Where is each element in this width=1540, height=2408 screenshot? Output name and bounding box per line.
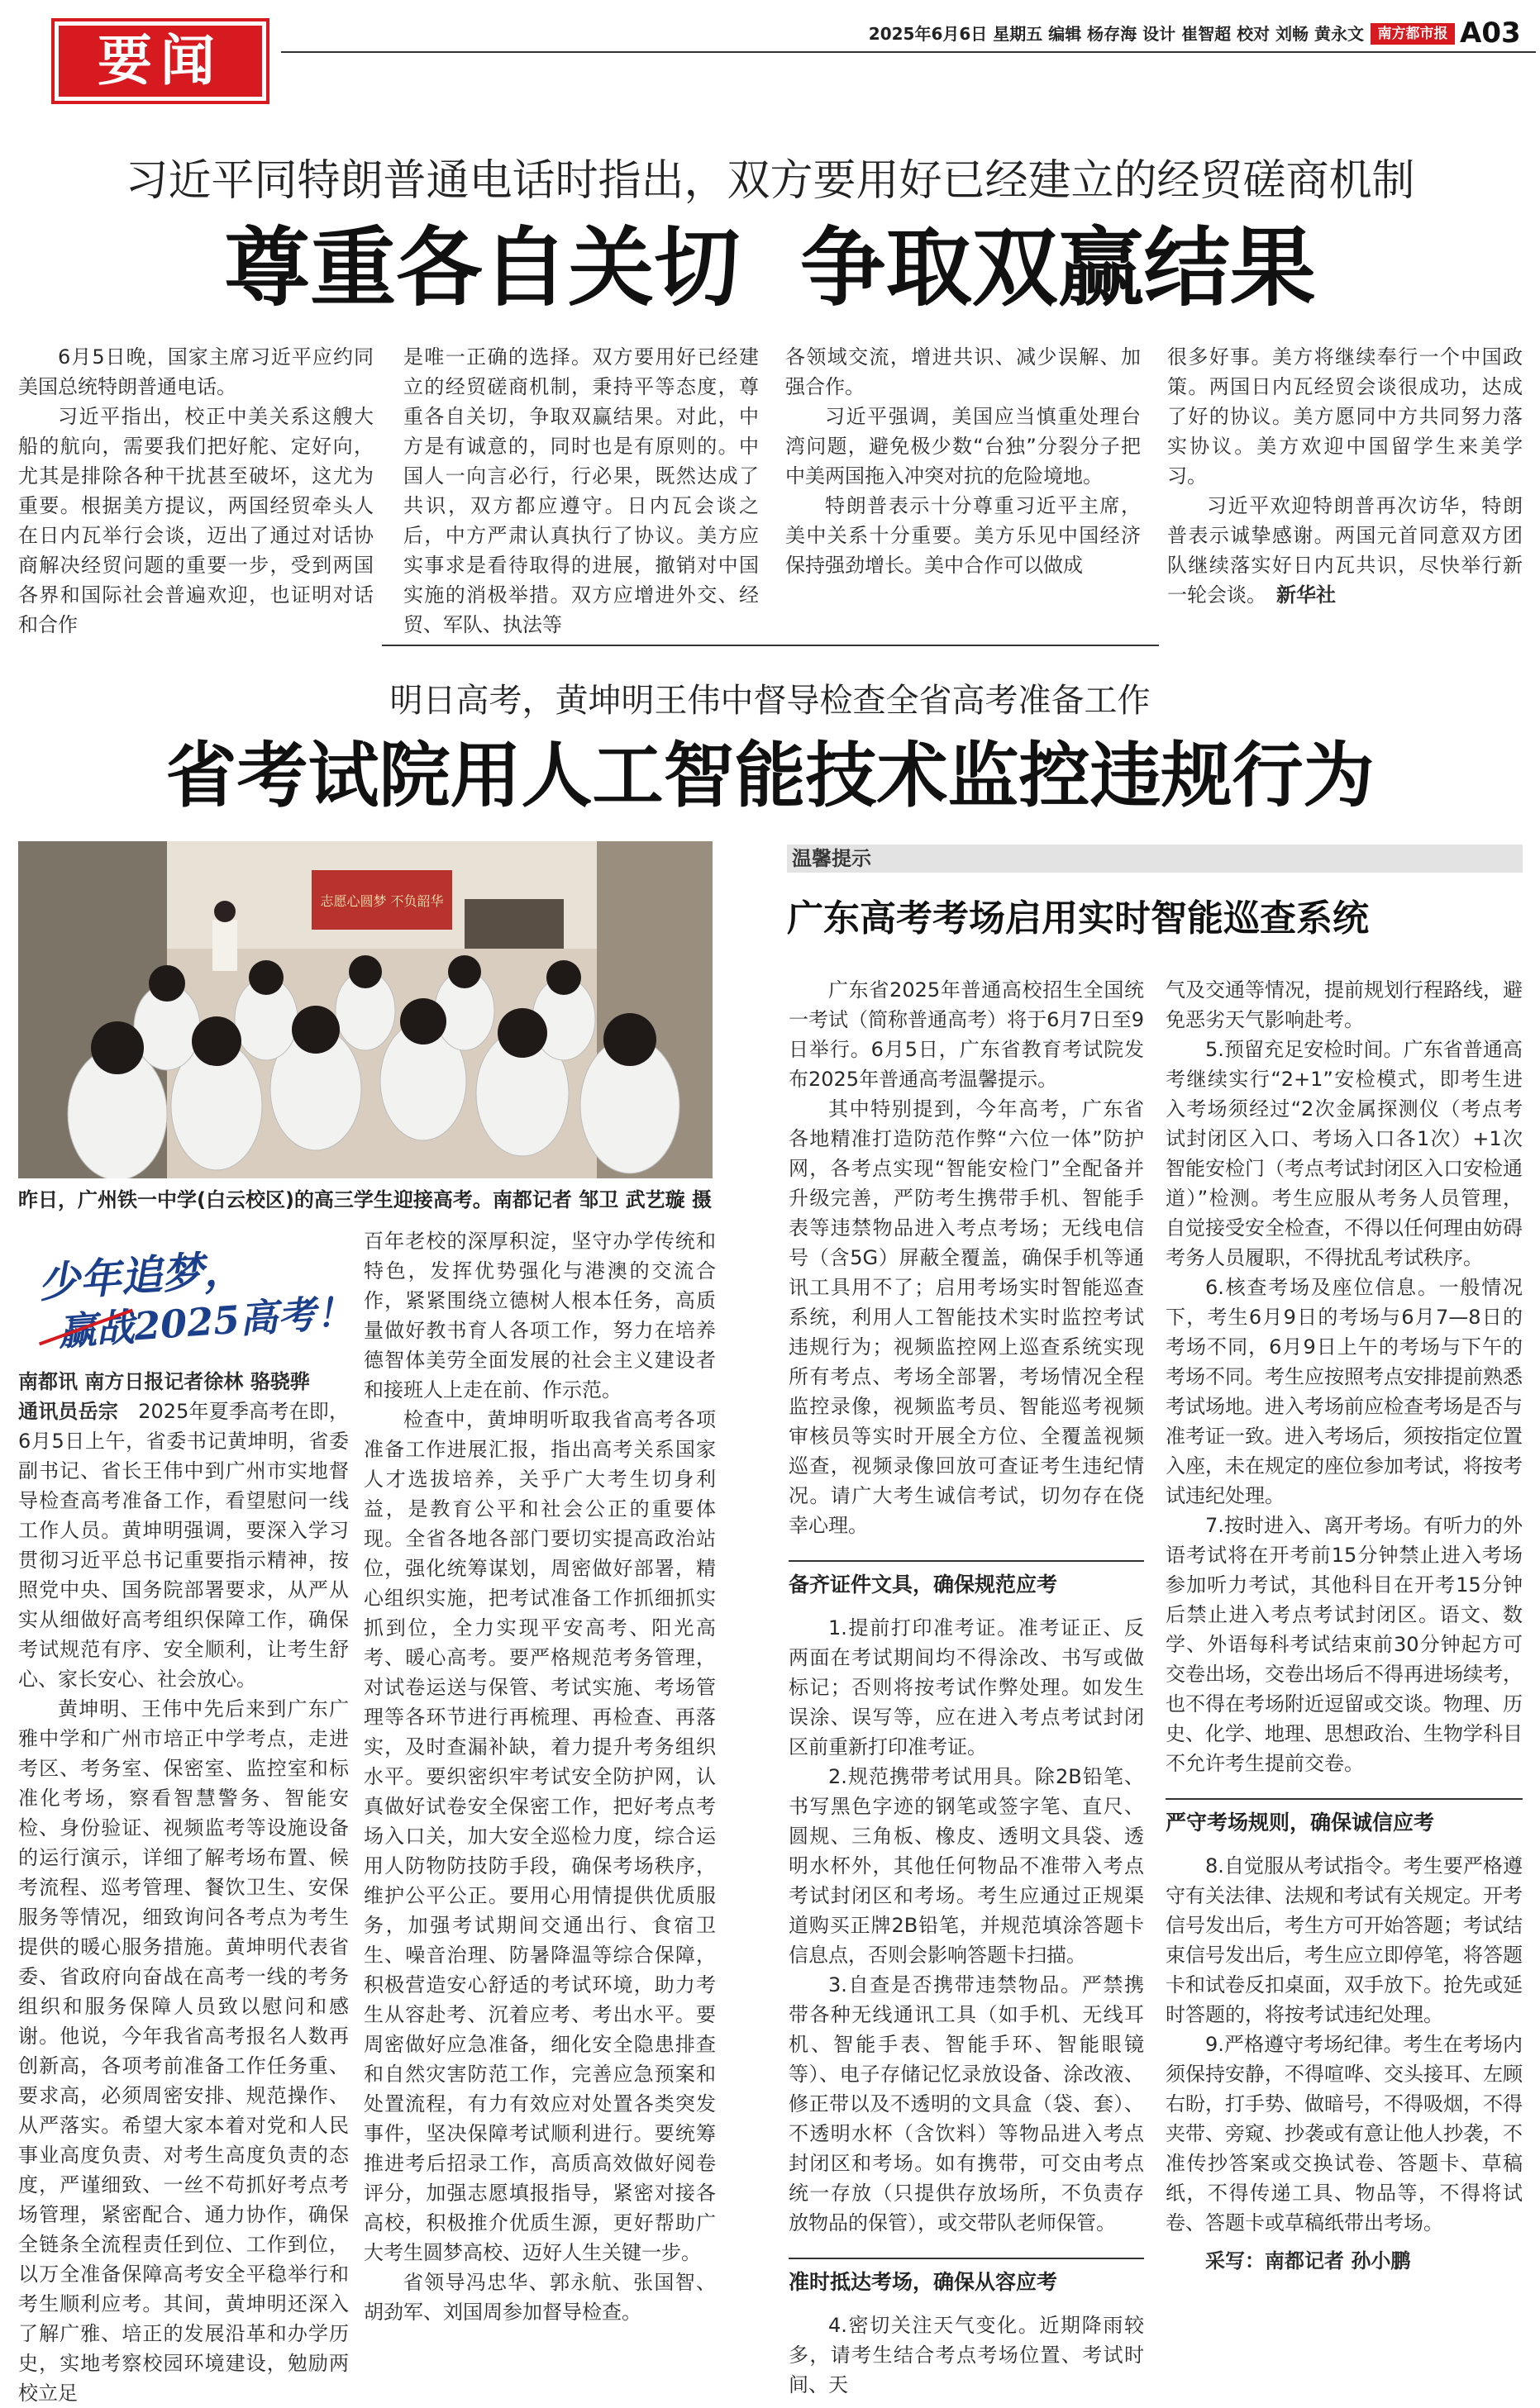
story1-col3	[785, 342, 1141, 580]
paragraph: 检查中，黄坤明听取我省高考各项准备工作进展汇报，指出高考关系国家人才选拔培养，关乎广大考生切身利益，是教育公平和社会公正的重要体现。全省各地各部门要切实提高政治站位，强化统筹谋划，周密做好部署，精心组织实施，把考试准备工作抓细抓实抓到位，全力实现平安高考、阳光高考、暖心高考。要严格规范考务管理，对试卷运送与保管、考试实施、考场管理等各环节进行再梳理、再检查、再落实，及时查漏补缺，着力提升考务组织水平。要织密织牢考试安全防护网，认真做好试卷安全保密工作，把好考点考场入口关，加大安全巡检力度，综合运用人防物防技防手段，确保考场秩序，维护公平公正。要用心用情提供优质服务，加强考试期间交通出行、食宿卫生、噪音治理、防暑降温等综合保障，积极营造安心舒适的考试环境，助力考生从容赴考、沉着应考、考出水平。要周密做好应急准备，细化安全隐患排查和自然灾害防范工作，完善应急预案和处置流程，有力有效应对处置各类突发事件，坚决保障考试顺利进行。要统筹推进考后招录工作，高质高效做好阅卷评分，加强志愿填报指导，紧密对接各高校，积极推介优质生源，更好帮助广大考生圆梦高校、迈好人生关键一步。	[364, 1408, 716, 2264]
paragraph: 8.自觉服从考试指令。考生要严格遵守有关法律、法规和考试有关规定。开考信号发出后，考生方可开始答题；考试结束信号发出后，考生应立即停笔，将答题卡和试卷反扣桌面，双手放下。抢先或延时答题的，将按考试违纪处理。	[1166, 1854, 1523, 2026]
paragraph: 气及交通等情况，提前规划行程路线，避免恶劣天气影响赴考。	[1166, 978, 1523, 1031]
paragraph: 习近平强调，美国应当慎重处理台湾问题，避免极少数“台独”分裂分子把中美两国拖入冲突对抗的危险境地。	[785, 405, 1141, 488]
paragraph-text: 2025年夏季高考在即，6月5日上午，省委书记黄坤明，省委副书记、省长王伟中到广州市实地督导检查高考准备工作，看望慰问一线工作人员。黄坤明强调，要深入学习贯彻习近平总书记重要指示精神，按照党中央、国务院部署要求，从严从实从细做好高考组织保障工作，确保考试规范有序、安全顺利，让考生舒心、家长安心、社会放心。	[18, 1400, 350, 1691]
story2-byline: 南都讯 南方日报记者徐林 骆骁骅	[18, 1370, 310, 1393]
story2-kicker: 明日高考，黄坤明王伟中督导检查全省高考准备工作	[389, 682, 1151, 720]
section-heading: 准时抵达考场，确保从容应考	[789, 2258, 1144, 2297]
paragraph: 6月5日晚，国家主席习近平应约同美国总统特朗普通电话。	[18, 345, 374, 398]
news-photo	[18, 841, 713, 1178]
paragraph: 6.核查考场及座位信息。一般情况下，考生6月9日的考场与6月7—8日的考场不同，6月9日上午的考场与下午的考场不同。考生应按照考点安排提前熟悉考试场地。进入考场前应检查考场是否与准考证一致。进入考场后，须按指定位置入座，未在规定的座位参加考试，将按考试违纪处理。	[1166, 1276, 1523, 1507]
story1-col4	[1167, 342, 1523, 610]
paragraph: 很多好事。美方将继续奉行一个中国政策。两国日内瓦经贸会谈很成功，达成了好的协议。美方愿同中方共同努力落实协议。美方欢迎中国留学生来美学习。	[1167, 345, 1523, 488]
date-line: 2025年6月6日 星期五 编辑 杨存海 设计 崔智超 校对 刘畅 黄永文	[868, 24, 1364, 44]
paper-name: 南方都市报	[1377, 26, 1448, 42]
story2-col2	[364, 1226, 716, 2327]
story1-col1	[18, 342, 374, 640]
paragraph: 4.密切关注天气变化。近期降雨较多，请考生结合考点考场位置、考试时间、天	[789, 2314, 1144, 2396]
paragraph: 2.规范携带考试用具。除2B铅笔、书写黑色字迹的钢笔或签字笔、直尺、圆规、三角板、橡皮、透明文具袋、透明水杯外，其他任何物品不准带入考点考试封闭区和考场。考生应通过正规渠道购买正牌2B铅笔，并规范填涂答题卡信息点，否则会影响答题卡扫描。	[789, 1765, 1144, 1967]
section-label: 要闻	[98, 29, 223, 93]
paragraph: 1.提前打印准考证。准考证正、反两面在考试期间均不得涂改、书写或做标记；否则将按考试作弊处理。如发生误涂、误写等，应在进入考点考试封闭区前重新打印准考证。	[789, 1616, 1144, 1758]
paragraph: 省领导冯忠华、郭永航、张国智、胡劲军、刘国周参加督导检查。	[364, 2271, 716, 2324]
story3-tag: 温馨提示	[792, 847, 871, 870]
paragraph	[18, 1397, 349, 1694]
story1-byline: 新华社	[1276, 583, 1336, 607]
paragraph: 7.按时进入、离开考场。有听力的外语考试将在开考前15分钟禁止进入考场参加听力考试，其他科目在开考15分钟后禁止进入考点考试封闭区。语文、数学、外语每科考试结束前30分钟起方可交卷出场，交卷出场后不得再进场续考，也不得在考场附近逗留或交谈。物理、历史、化学、地理、思想政治、生物学科目不允许考生提前交卷。	[1166, 1514, 1523, 1775]
paragraph: 广东省2025年普通高校招生全国统一考试（简称普通高考）将于6月7日至9日举行。6月5日，广东省教育考试院发布2025年普通高考温馨提示。	[789, 978, 1144, 1091]
paragraph: 9.严格遵守考场纪律。考生在考场内须保持安静，不得喧哗、交头接耳、左顾右盼，打手势、做暗号，不得吸烟，不得夹带、旁窥、抄袭或有意让他人抄袭，不准传抄答案或交换试卷、答题卡、草稿纸，不得传递工具、物品等，不得将试卷、答题卡或草稿纸带出考场。	[1166, 2033, 1523, 2234]
paragraph: 习近平指出，校正中美关系这艘大船的航向，需要我们把好舵、定好向，尤其是排除各种干扰甚至破坏，这尤为重要。根据美方提议，两国经贸牵头人在日内瓦举行会谈，迈出了通过对话协商解决经贸问题的重要一步，受到两国各界和国际社会普遍欢迎，也证明对话和合作	[18, 405, 374, 636]
paragraph: 5.预留充足安检时间。广东省普通高考继续实行“2+1”安检模式，即考生进入考场须经过“2次金属探测仪（考点考试封闭区入口、考场入口各1次）+1次智能安检门（考点考试封闭区入口安检通道）”检测。考生应服从考务人员管理，自觉接受安全检查，不得以任何理由妨碍考务人员履职，不得扰乱考试秩序。	[1166, 1038, 1523, 1269]
promo-title-line1: 少年追梦，	[36, 1244, 246, 1307]
story2-byline-2: 通讯员岳宗	[18, 1400, 119, 1423]
story2-headline: 省考试院用人工智能技术监控违规行为	[165, 735, 1375, 817]
story2-col1	[18, 1367, 349, 2408]
paragraph: 各领域交流，增进共识、减少误解、加强合作。	[785, 345, 1141, 398]
section-heading: 严守考场规则，确保诚信应考	[1166, 1798, 1523, 1838]
photo-caption: 昨日，广州铁一中学(白云校区)的高三学生迎接高考。南都记者 邹卫 武艺璇 摄	[18, 1188, 713, 1211]
story3-headline: 广东高考考场启用实时智能巡查系统	[787, 897, 1369, 940]
story-divider	[382, 645, 1159, 646]
paragraph: 百年老校的深厚积淀，坚守办学传统和特色，发挥优势强化与港澳的交流合作，紧紧围绕立德树人根本任务，高质量做好教书育人各项工作，努力在培养德智体美劳全面发展的社会主义建设者和接班人上走在前、作示范。	[364, 1230, 716, 1401]
page-number: A03	[1460, 17, 1521, 50]
paragraph: 黄坤明、王伟中先后来到广东广雅中学和广州市培正中学考点，走进考区、考务室、保密室、监控室和标准化考场，察看智慧警务、智能安检、身份验证、视频监考等设施设备的运行演示，详细了解考场布置、候考流程、巡考管理、餐饮卫生、安保服务等情况，细致询问各考点为考生提供的暖心服务措施。黄坤明代表省委、省政府向奋战在高考一线的考务组织和服务保障人员致以慰问和感谢。他说，今年我省高考报名人数再创新高，各项考前准备工作任务重、要求高，必须周密安排、规范操作、从严落实。希望大家本着对党和人民事业高度负责、对考生高度负责的态度，严谨细致、一丝不苟抓好考点考场管理，紧密配合、通力协作，确保全链条全流程责任到位、工作到位，以万全准备保障高考安全平稳举行和考生顺利应考。其间，黄坤明还深入了解广雅、培正的发展沿革和办学历史，实地考察校园环境建设，勉励两校立足	[18, 1697, 349, 2405]
paragraph: 是唯一正确的选择。双方要用好已经建立的经贸磋商机制，秉持平等态度，尊重各自关切，争取双赢结果。对此，中方是有诚意的，同时也是有原则的。中国人一向言必行，行必果，既然达成了共识，双方都应遵守。日内瓦会谈之后，中方严肃认真执行了协议。美方应实事求是看待取得的进展，撤销对中国实施的消极举措。双方应增进外交、经贸、军队、执法等	[403, 345, 759, 636]
paragraph: 特朗普表示十分尊重习近平主席，美中关系十分重要。美方乐见中国经济保持强劲增长。美中合作可以做成	[785, 494, 1141, 577]
paragraph-text: 习近平欢迎特朗普再次访华，特朗普表示诚挚感谢。两国元首同意双方团队继续落实好日内瓦共识，尽快举行新一轮会谈。	[1167, 494, 1523, 607]
paragraph	[1167, 491, 1523, 610]
story3-colB	[1166, 975, 1523, 2276]
story3-byline: 采写：南都记者 孙小鹏	[1205, 2249, 1411, 2272]
masthead-rule	[281, 51, 1536, 53]
story1-col2	[403, 342, 759, 640]
paragraph: 3.自查是否携带违禁物品。严禁携带各种无线通讯工具（如手机、无线耳机、智能手表、智能手环、智能眼镜等）、电子存储记忆录放设备、涂改液、修正带以及不透明的文具盒（袋、套）、不透明水杯（含饮料）等物品进入考点封闭区和考场。如有携带，可交由考点统一存放（只提供存放场所，不负责存放物品的保管），或交带队老师保管。	[789, 1973, 1144, 2234]
paragraph: 其中特别提到，今年高考，广东省各地精准打造防范作弊“六位一体”防护网，各考点实现“智能安检门”全配备并升级完善，严防考生携带手机、智能手表等违禁物品进入考点考场；无线电信号（含5G）屏蔽全覆盖，确保手机等通讯工具用不了；启用考场实时智能巡查系统，利用人工智能技术实时监控考试违规行为；视频监控网上巡查系统实现所有考点、考场全部署，考场情况全程监控录像，视频监考员、智能巡考视频审核员等实时开展全方位、全覆盖视频巡查，视频录像回放可查证考生违纪情况。请广大考生诚信考试，切勿存在侥幸心理。	[789, 1097, 1144, 1537]
photo-banner-text: 志愿心圆梦 不负韶华	[320, 893, 444, 909]
story1-kicker: 习近平同特朗普通电话时指出，双方要用好已经建立的经贸磋商机制	[125, 156, 1415, 206]
promo-title-line2: 赢战2025高考！	[56, 1289, 355, 1354]
story3-colA	[789, 975, 1144, 2400]
section-heading: 备齐证件文具，确保规范应考	[789, 1560, 1144, 1600]
story1-headline: 尊重各自关切 争取双赢结果	[224, 217, 1316, 318]
